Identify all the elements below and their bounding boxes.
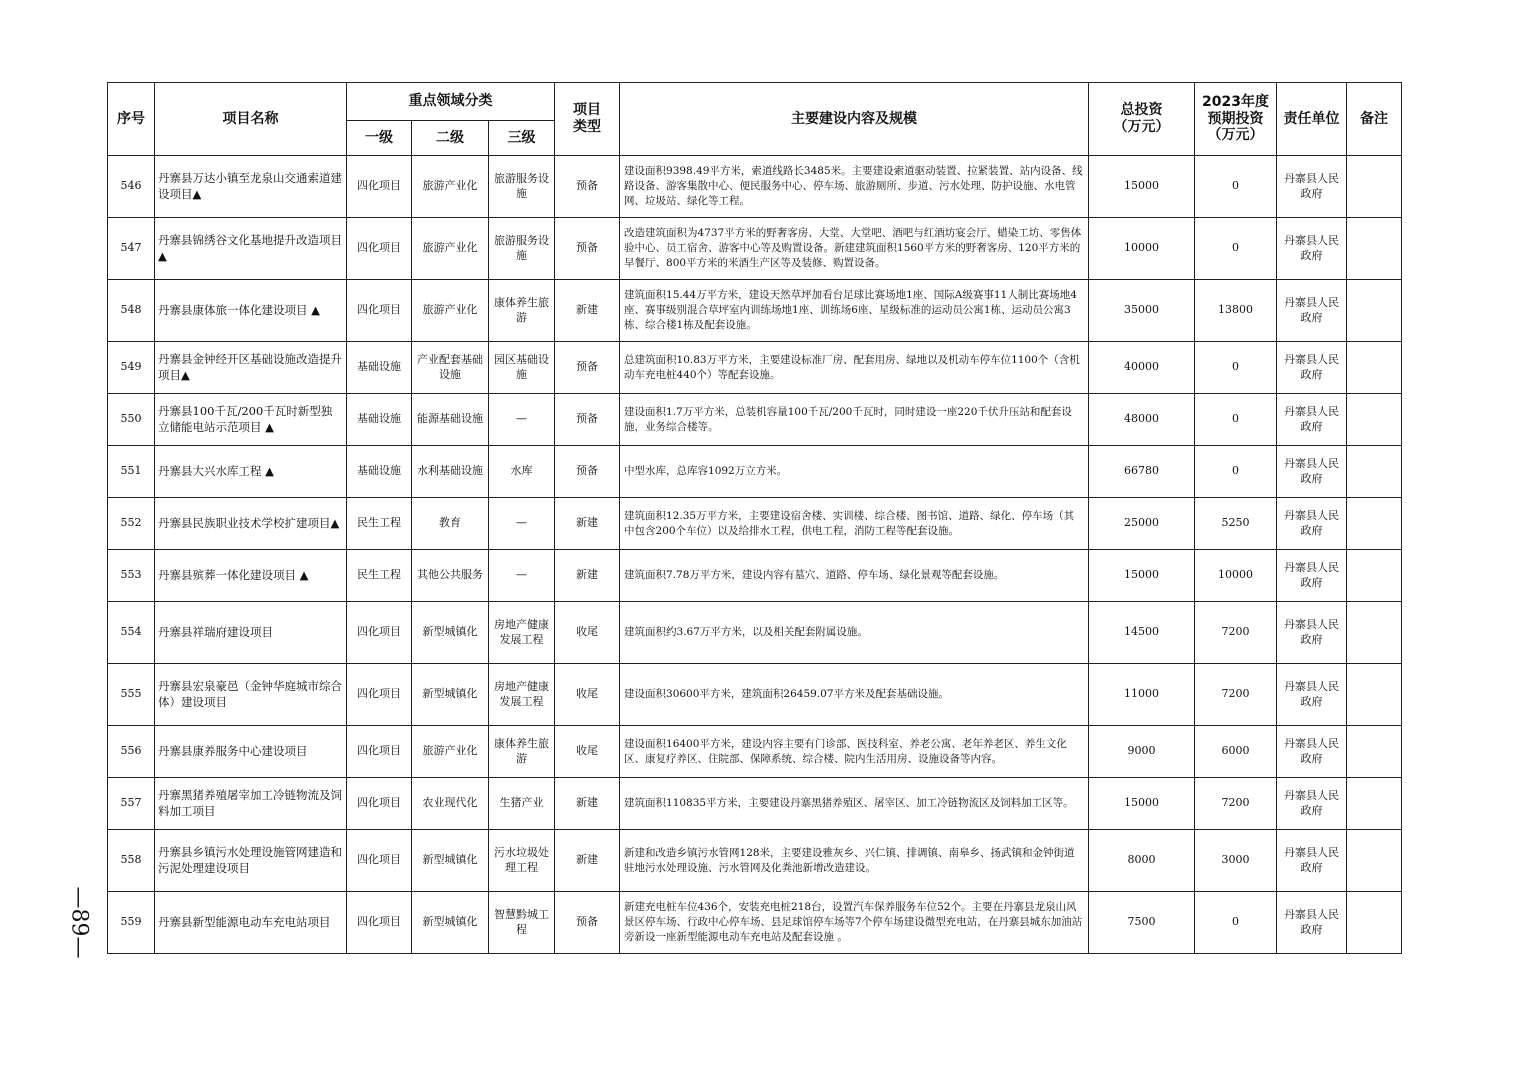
row-level1: 四化项目: [347, 892, 412, 954]
header-unit: 责任单位: [1277, 83, 1347, 156]
row-total-investment: 14500: [1089, 602, 1195, 664]
header-level3: 三级: [489, 121, 555, 156]
row-content: 中型水库，总库容1092万立方米。: [620, 446, 1089, 498]
row-remark: [1347, 394, 1402, 446]
row-responsible-unit: 丹寨县人民政府: [1277, 280, 1347, 342]
row-responsible-unit: 丹寨县人民政府: [1277, 830, 1347, 892]
header-remark: 备注: [1347, 83, 1402, 156]
row-total-investment: 7500: [1089, 892, 1195, 954]
row-level1: 四化项目: [347, 778, 412, 830]
row-type: 收尾: [555, 602, 620, 664]
row-project-name: 丹寨县宏泉豪邑（金钟华庭城市综合体）建设项目: [155, 664, 347, 726]
row-level3: 房地产健康发展工程: [489, 602, 555, 664]
row-responsible-unit: 丹寨县人民政府: [1277, 156, 1347, 218]
row-level2: 水利基础设施: [412, 446, 489, 498]
row-level2: 旅游产业化: [412, 218, 489, 280]
row-seq: 559: [108, 892, 155, 954]
row-project-name: 丹寨县祥瑞府建设项目: [155, 602, 347, 664]
row-remark: [1347, 726, 1402, 778]
row-2023-investment: 6000: [1195, 726, 1277, 778]
row-level3: 康体养生旅游: [489, 280, 555, 342]
row-level1: 基础设施: [347, 394, 412, 446]
row-responsible-unit: 丹寨县人民政府: [1277, 550, 1347, 602]
row-2023-investment: 3000: [1195, 830, 1277, 892]
row-total-investment: 48000: [1089, 394, 1195, 446]
row-seq: 558: [108, 830, 155, 892]
row-responsible-unit: 丹寨县人民政府: [1277, 892, 1347, 954]
row-2023-investment: 0: [1195, 218, 1277, 280]
row-responsible-unit: 丹寨县人民政府: [1277, 778, 1347, 830]
row-level3: 水库: [489, 446, 555, 498]
row-level1: 民生工程: [347, 550, 412, 602]
table-row: [108, 218, 1402, 280]
row-project-name: 丹寨县民族职业技术学校扩建项目▲: [155, 498, 347, 550]
row-level1: 基础设施: [347, 446, 412, 498]
row-seq: 556: [108, 726, 155, 778]
row-2023-investment: 0: [1195, 156, 1277, 218]
header-level1: 一级: [347, 121, 412, 156]
row-level3: 房地产健康发展工程: [489, 664, 555, 726]
row-level1: 基础设施: [347, 342, 412, 394]
row-level2: 新型城镇化: [412, 830, 489, 892]
row-level2: 其他公共服务: [412, 550, 489, 602]
row-content: 建设面积30600平方米，建筑面积26459.07平方米及配套基础设施。: [620, 664, 1089, 726]
header-level2: 二级: [412, 121, 489, 156]
row-responsible-unit: 丹寨县人民政府: [1277, 498, 1347, 550]
row-seq: 557: [108, 778, 155, 830]
page-number: —89—: [66, 886, 92, 958]
row-2023-investment: 0: [1195, 342, 1277, 394]
row-type: 新建: [555, 498, 620, 550]
row-level2: 旅游产业化: [412, 156, 489, 218]
row-2023-investment: 0: [1195, 892, 1277, 954]
row-type: 新建: [555, 550, 620, 602]
row-seq: 551: [108, 446, 155, 498]
table-row: [108, 342, 1402, 394]
row-level1: 四化项目: [347, 664, 412, 726]
row-content: 总建筑面积10.83万平方米，主要建设标准厂房、配套用房、绿地以及机动车停车位1100个（含机动车充电桩440个）等配套设施。: [620, 342, 1089, 394]
row-total-investment: 66780: [1089, 446, 1195, 498]
row-level1: 四化项目: [347, 726, 412, 778]
row-seq: 552: [108, 498, 155, 550]
row-type: 预备: [555, 892, 620, 954]
row-project-name: 丹寨县100千瓦/200千瓦时新型独立储能电站示范项目 ▲: [155, 394, 347, 446]
row-level3: 园区基础设施: [489, 342, 555, 394]
row-project-name: 丹寨黑猪养殖屠宰加工冷链物流及饲料加工项目: [155, 778, 347, 830]
row-content: 改造建筑面积为4737平方米的野奢客房、大堂、大堂吧、酒吧与红酒坊宴会厅、蜡染工坊、零售体验中心、员工宿舍、游客中心等及购置设备。新建建筑面积1560平方米的野奢客房、120平方米的早餐厅、800平方米的米酒生产区等及装修、购置设备。: [620, 218, 1089, 280]
row-level1: 四化项目: [347, 218, 412, 280]
row-remark: [1347, 218, 1402, 280]
row-total-investment: 25000: [1089, 498, 1195, 550]
row-type: 预备: [555, 342, 620, 394]
row-remark: [1347, 280, 1402, 342]
row-level1: 四化项目: [347, 280, 412, 342]
row-content: 建设面积1.7万平方米，总装机容量100千瓦/200千瓦时，同时建设一座220千伏升压站和配套设施，业务综合楼等。: [620, 394, 1089, 446]
row-seq: 553: [108, 550, 155, 602]
row-2023-investment: 10000: [1195, 550, 1277, 602]
row-project-name: 丹寨县锦绣谷文化基地提升改造项目▲: [155, 218, 347, 280]
table-row: [108, 602, 1402, 664]
row-remark: [1347, 664, 1402, 726]
header-domain-group: 重点领域分类: [347, 83, 555, 121]
table-row: [108, 498, 1402, 550]
row-level3: 污水垃圾处理工程: [489, 830, 555, 892]
table-row: [108, 664, 1402, 726]
row-responsible-unit: 丹寨县人民政府: [1277, 602, 1347, 664]
row-project-name: 丹寨县乡镇污水处理设施管网建造和污泥处理建设项目: [155, 830, 347, 892]
row-content: 建设面积9398.49平方米，索道线路长3485米。主要建设索道驱动装置、拉紧装置、站内设备、线路设备、游客集散中心、便民服务中心、停车场、旅游厕所、步道、污水处理、防护设施、水电管网、垃圾站、绿化等工程。: [620, 156, 1089, 218]
row-remark: [1347, 342, 1402, 394]
header-type: 项目类型: [555, 83, 620, 156]
row-seq: 554: [108, 602, 155, 664]
row-project-name: 丹寨县金钟经开区基础设施改造提升项目▲: [155, 342, 347, 394]
project-table: [107, 82, 1402, 954]
row-remark: [1347, 550, 1402, 602]
header-invest-2023: 2023年度预期投资（万元）: [1195, 83, 1277, 156]
row-total-investment: 11000: [1089, 664, 1195, 726]
row-seq: 555: [108, 664, 155, 726]
row-total-investment: 10000: [1089, 218, 1195, 280]
header-content: 主要建设内容及规模: [620, 83, 1089, 156]
row-level3: —: [489, 498, 555, 550]
row-project-name: 丹寨县大兴水库工程 ▲: [155, 446, 347, 498]
row-total-investment: 8000: [1089, 830, 1195, 892]
table-row: [108, 830, 1402, 892]
row-content: 建筑面积110835平方米，主要建设丹寨黑猪养殖区、屠宰区、加工冷链物流区及饲料加工区等。: [620, 778, 1089, 830]
row-level2: 新型城镇化: [412, 664, 489, 726]
row-remark: [1347, 602, 1402, 664]
row-2023-investment: 7200: [1195, 664, 1277, 726]
row-remark: [1347, 830, 1402, 892]
row-remark: [1347, 778, 1402, 830]
table-row: [108, 550, 1402, 602]
row-2023-investment: 7200: [1195, 602, 1277, 664]
row-level3: —: [489, 550, 555, 602]
table-row: [108, 726, 1402, 778]
row-seq: 547: [108, 218, 155, 280]
row-2023-investment: 5250: [1195, 498, 1277, 550]
row-type: 预备: [555, 446, 620, 498]
row-responsible-unit: 丹寨县人民政府: [1277, 218, 1347, 280]
row-content: 建设面积16400平方米，建设内容主要有门诊部、医技科室、养老公寓、老年养老区、养生文化区、康复疗养区、住院部、保障系统、综合楼、院内生活用房、设施设备等内容。: [620, 726, 1089, 778]
row-responsible-unit: 丹寨县人民政府: [1277, 342, 1347, 394]
row-total-investment: 15000: [1089, 550, 1195, 602]
row-type: 新建: [555, 830, 620, 892]
row-content: 建筑面积12.35万平方米，主要建设宿舍楼、实训楼、综合楼、图书馆、道路、绿化、停车场（其中包含200个车位）以及给排水工程，供电工程，消防工程等配套设施。: [620, 498, 1089, 550]
row-type: 预备: [555, 156, 620, 218]
row-level2: 产业配套基础设施: [412, 342, 489, 394]
row-content: 新建和改造乡镇污水管网128米，主要建设雅灰乡、兴仁镇、排调镇、南皋乡、扬武镇和金钟街道驻地污水处理设施、污水管网及化粪池新增改造建设。: [620, 830, 1089, 892]
table-row: [108, 156, 1402, 218]
row-content: 新建充电桩车位436个，安装充电桩218台，设置汽车保养服务车位52个。主要在丹寨县龙泉山风景区停车场、行政中心停车场、县足球馆停车场等7个停车场建设微型充电站，在丹寨县城东加油站旁新设一座新型能源电动车充电站及配套设施 。: [620, 892, 1089, 954]
header-seq: 序号: [108, 83, 155, 156]
row-level2: 旅游产业化: [412, 280, 489, 342]
row-responsible-unit: 丹寨县人民政府: [1277, 726, 1347, 778]
row-level3: 旅游服务设施: [489, 218, 555, 280]
row-content: 建筑面积7.78万平方米，建设内容有墓穴、道路、停车场、绿化景观等配套设施。: [620, 550, 1089, 602]
row-level3: 智慧黔城工程: [489, 892, 555, 954]
row-responsible-unit: 丹寨县人民政府: [1277, 446, 1347, 498]
row-seq: 549: [108, 342, 155, 394]
row-2023-investment: 0: [1195, 394, 1277, 446]
row-2023-investment: 7200: [1195, 778, 1277, 830]
row-project-name: 丹寨县殡葬一体化建设项目 ▲: [155, 550, 347, 602]
row-level3: 旅游服务设施: [489, 156, 555, 218]
row-project-name: 丹寨县新型能源电动车充电站项目: [155, 892, 347, 954]
row-type: 预备: [555, 394, 620, 446]
row-seq: 548: [108, 280, 155, 342]
table-row: [108, 280, 1402, 342]
row-level3: 康体养生旅游: [489, 726, 555, 778]
row-level2: 新型城镇化: [412, 602, 489, 664]
table-row: [108, 778, 1402, 830]
row-type: 收尾: [555, 726, 620, 778]
row-project-name: 丹寨县康养服务中心建设项目: [155, 726, 347, 778]
row-level2: 教育: [412, 498, 489, 550]
row-level2: 新型城镇化: [412, 892, 489, 954]
row-remark: [1347, 498, 1402, 550]
row-2023-investment: 13800: [1195, 280, 1277, 342]
row-remark: [1347, 446, 1402, 498]
row-level3: —: [489, 394, 555, 446]
row-type: 新建: [555, 778, 620, 830]
row-2023-investment: 0: [1195, 446, 1277, 498]
row-total-investment: 40000: [1089, 342, 1195, 394]
row-level2: 农业现代化: [412, 778, 489, 830]
header-total: 总投资（万元）: [1089, 83, 1195, 156]
row-level1: 民生工程: [347, 498, 412, 550]
table-row: [108, 446, 1402, 498]
row-content: 建筑面积15.44万平方米，建设天然草坪加看台足球比赛场地1座、国际A级赛事11人制比赛场地4座、赛事级别混合草坪室内训练场地1座、训练场6座、星级标准的运动员公寓1栋、运动员公寓3栋、综合楼1栋及配套设施。: [620, 280, 1089, 342]
row-project-name: 丹寨县万达小镇至龙泉山交通索道建设项目▲: [155, 156, 347, 218]
row-responsible-unit: 丹寨县人民政府: [1277, 394, 1347, 446]
row-level3: 生猪产业: [489, 778, 555, 830]
row-type: 预备: [555, 218, 620, 280]
row-seq: 546: [108, 156, 155, 218]
table-header: [108, 83, 1402, 156]
row-total-investment: 9000: [1089, 726, 1195, 778]
row-remark: [1347, 892, 1402, 954]
row-content: 建筑面积约3.67万平方米，以及相关配套附属设施。: [620, 602, 1089, 664]
row-seq: 550: [108, 394, 155, 446]
row-responsible-unit: 丹寨县人民政府: [1277, 664, 1347, 726]
row-level1: 四化项目: [347, 156, 412, 218]
row-level2: 能源基础设施: [412, 394, 489, 446]
row-level2: 旅游产业化: [412, 726, 489, 778]
table-row: [108, 394, 1402, 446]
table-body: [108, 156, 1402, 954]
row-level1: 四化项目: [347, 830, 412, 892]
row-type: 新建: [555, 280, 620, 342]
row-type: 收尾: [555, 664, 620, 726]
row-total-investment: 15000: [1089, 156, 1195, 218]
row-total-investment: 15000: [1089, 778, 1195, 830]
row-project-name: 丹寨县康体旅一体化建设项目 ▲: [155, 280, 347, 342]
row-remark: [1347, 156, 1402, 218]
row-level1: 四化项目: [347, 602, 412, 664]
header-name: 项目名称: [155, 83, 347, 156]
table-row: [108, 892, 1402, 954]
row-total-investment: 35000: [1089, 280, 1195, 342]
